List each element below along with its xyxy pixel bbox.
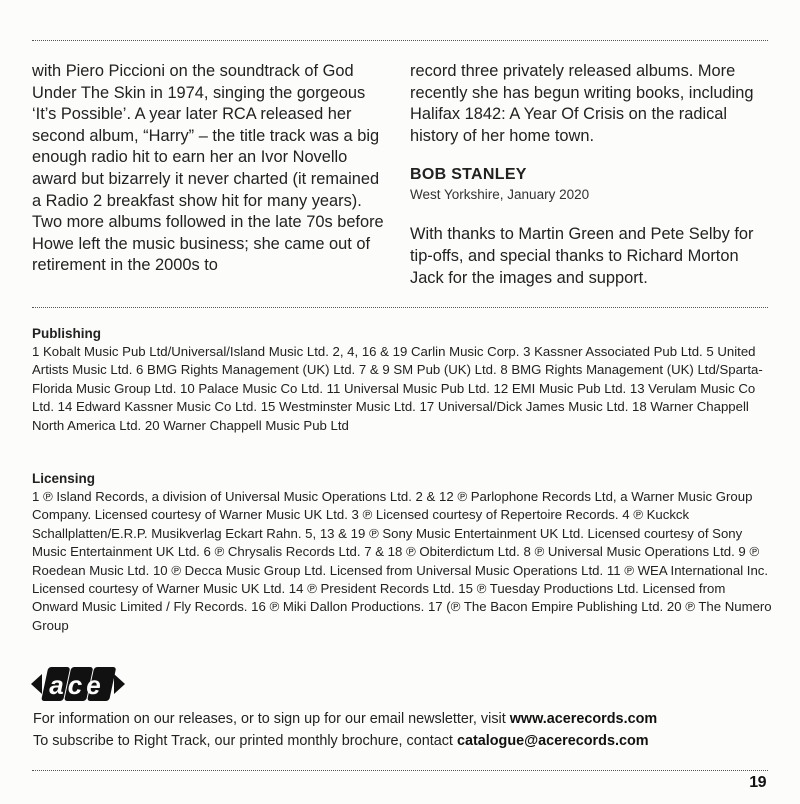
publishing-text: 1 Kobalt Music Pub Ltd/Universal/Island Music Ltd. 2, 4, 16 & 19 Carlin Music Corp. 3 Kassner Associated Pub Ltd. 5 United Artists Music Ltd. 6 BMG Rights Management (UK) Ltd. 7 & 9 SM Pub (UK) Ltd. 8 BMG Rights Management (UK) Ltd/Sparta-Florida Music Group Ltd. 10 Palace Music Co Ltd. 11 Universal Music Pub Ltd. 12 EMI Music Pub Ltd. 13 Verulam Music Co Ltd. 14 Edward Kassner Music Co Ltd. 15 Westminster Music Ltd. 17 Universal/Dick James Music Ltd. 18 Warner Chappell North America Ltd. 20 Warner Chappell Music Pub Ltd [32,344,763,433]
author-name: BOB STANLEY [410,166,527,184]
website-link[interactable]: www.acerecords.com [509,711,658,727]
middle-divider [32,307,768,308]
info-line-website-text: For information on our releases, or to sign up for our email newsletter, visit [33,711,510,727]
logo-text: ace [49,670,105,700]
acknowledgements: With thanks to Martin Green and Pete Selby for tip-offs, and special thanks to Richard Morton Jack for the images and support. [410,225,754,287]
page-number: 19 [749,774,766,791]
publishing-heading: Publishing [32,326,101,341]
info-line-email-text: To subscribe to Right Track, our printed monthly brochure, contact [33,733,457,749]
article-left-text: with Piero Piccioni on the soundtrack of God Under The Skin in 1974, singing the gorgeous ‘It’s Possible’. A year later RCA released her second album, “Harry” – the title track was a big enough radio hit to earn her an Ivor Novello award but bizarrely it never charted (it remained a Radio 2 breakfast show hit for many years). Two more albums followed in the late 70s before Howe left the music business; she came out of retirement in the 2000s to [32,62,384,275]
licensing-text: 1 ℗ Island Records, a division of Universal Music Operations Ltd. 2 & 12 ℗ Parlophone Records Ltd, a Warner Music Group Company. Licensed courtesy of Warner Music UK Ltd. 3 ℗ Licensed courtesy of Repertoire Records. 4 ℗ Kuckck Schallplatten/E.R.P. Musikverlag Eckart Rahn. 5, 13 & 19 ℗ Sony Music Entertainment UK Ltd. Licensed courtesy of Sony Music Entertainment UK Ltd. 6 ℗ Chrysalis Records Ltd. 7 & 18 ℗ Obiterdictum Ltd. 8 ℗ Universal Music Operations Ltd. 9 ℗ Roedean Music Ltd. 10 ℗ Decca Music Group Ltd. Licensed from Universal Music Operations Ltd. 11 ℗ WEA International Inc. Licensed courtesy of Warner Music UK Ltd. 14 ℗ President Records Ltd. 15 ℗ Tuesday Productions Ltd. Licensed from Onward Music Limited / Fly Records. 16 ℗ Miki Dallon Productions. 17 (℗ The Bacon Empire Publishing Ltd. 20 ℗ The Numero Group [32,489,772,633]
licensing-section [32,470,772,635]
article-left-column [32,61,392,277]
email-link[interactable]: catalogue@acerecords.com [456,733,649,749]
article-right-text: record three privately released albums. More recently she has begun writing books, including Halifax 1842: A Year Of Crisis on the radical history of her home town. [410,62,754,145]
article-right-column [410,61,770,289]
publishing-section [32,325,772,435]
info-line-website [33,709,773,729]
bottom-divider [32,770,768,771]
author-location: West Yorkshire, January 2020 [410,187,590,203]
top-divider [32,40,768,41]
licensing-heading: Licensing [32,471,96,486]
info-line-email [33,731,773,751]
ace-records-logo-icon [30,659,126,709]
